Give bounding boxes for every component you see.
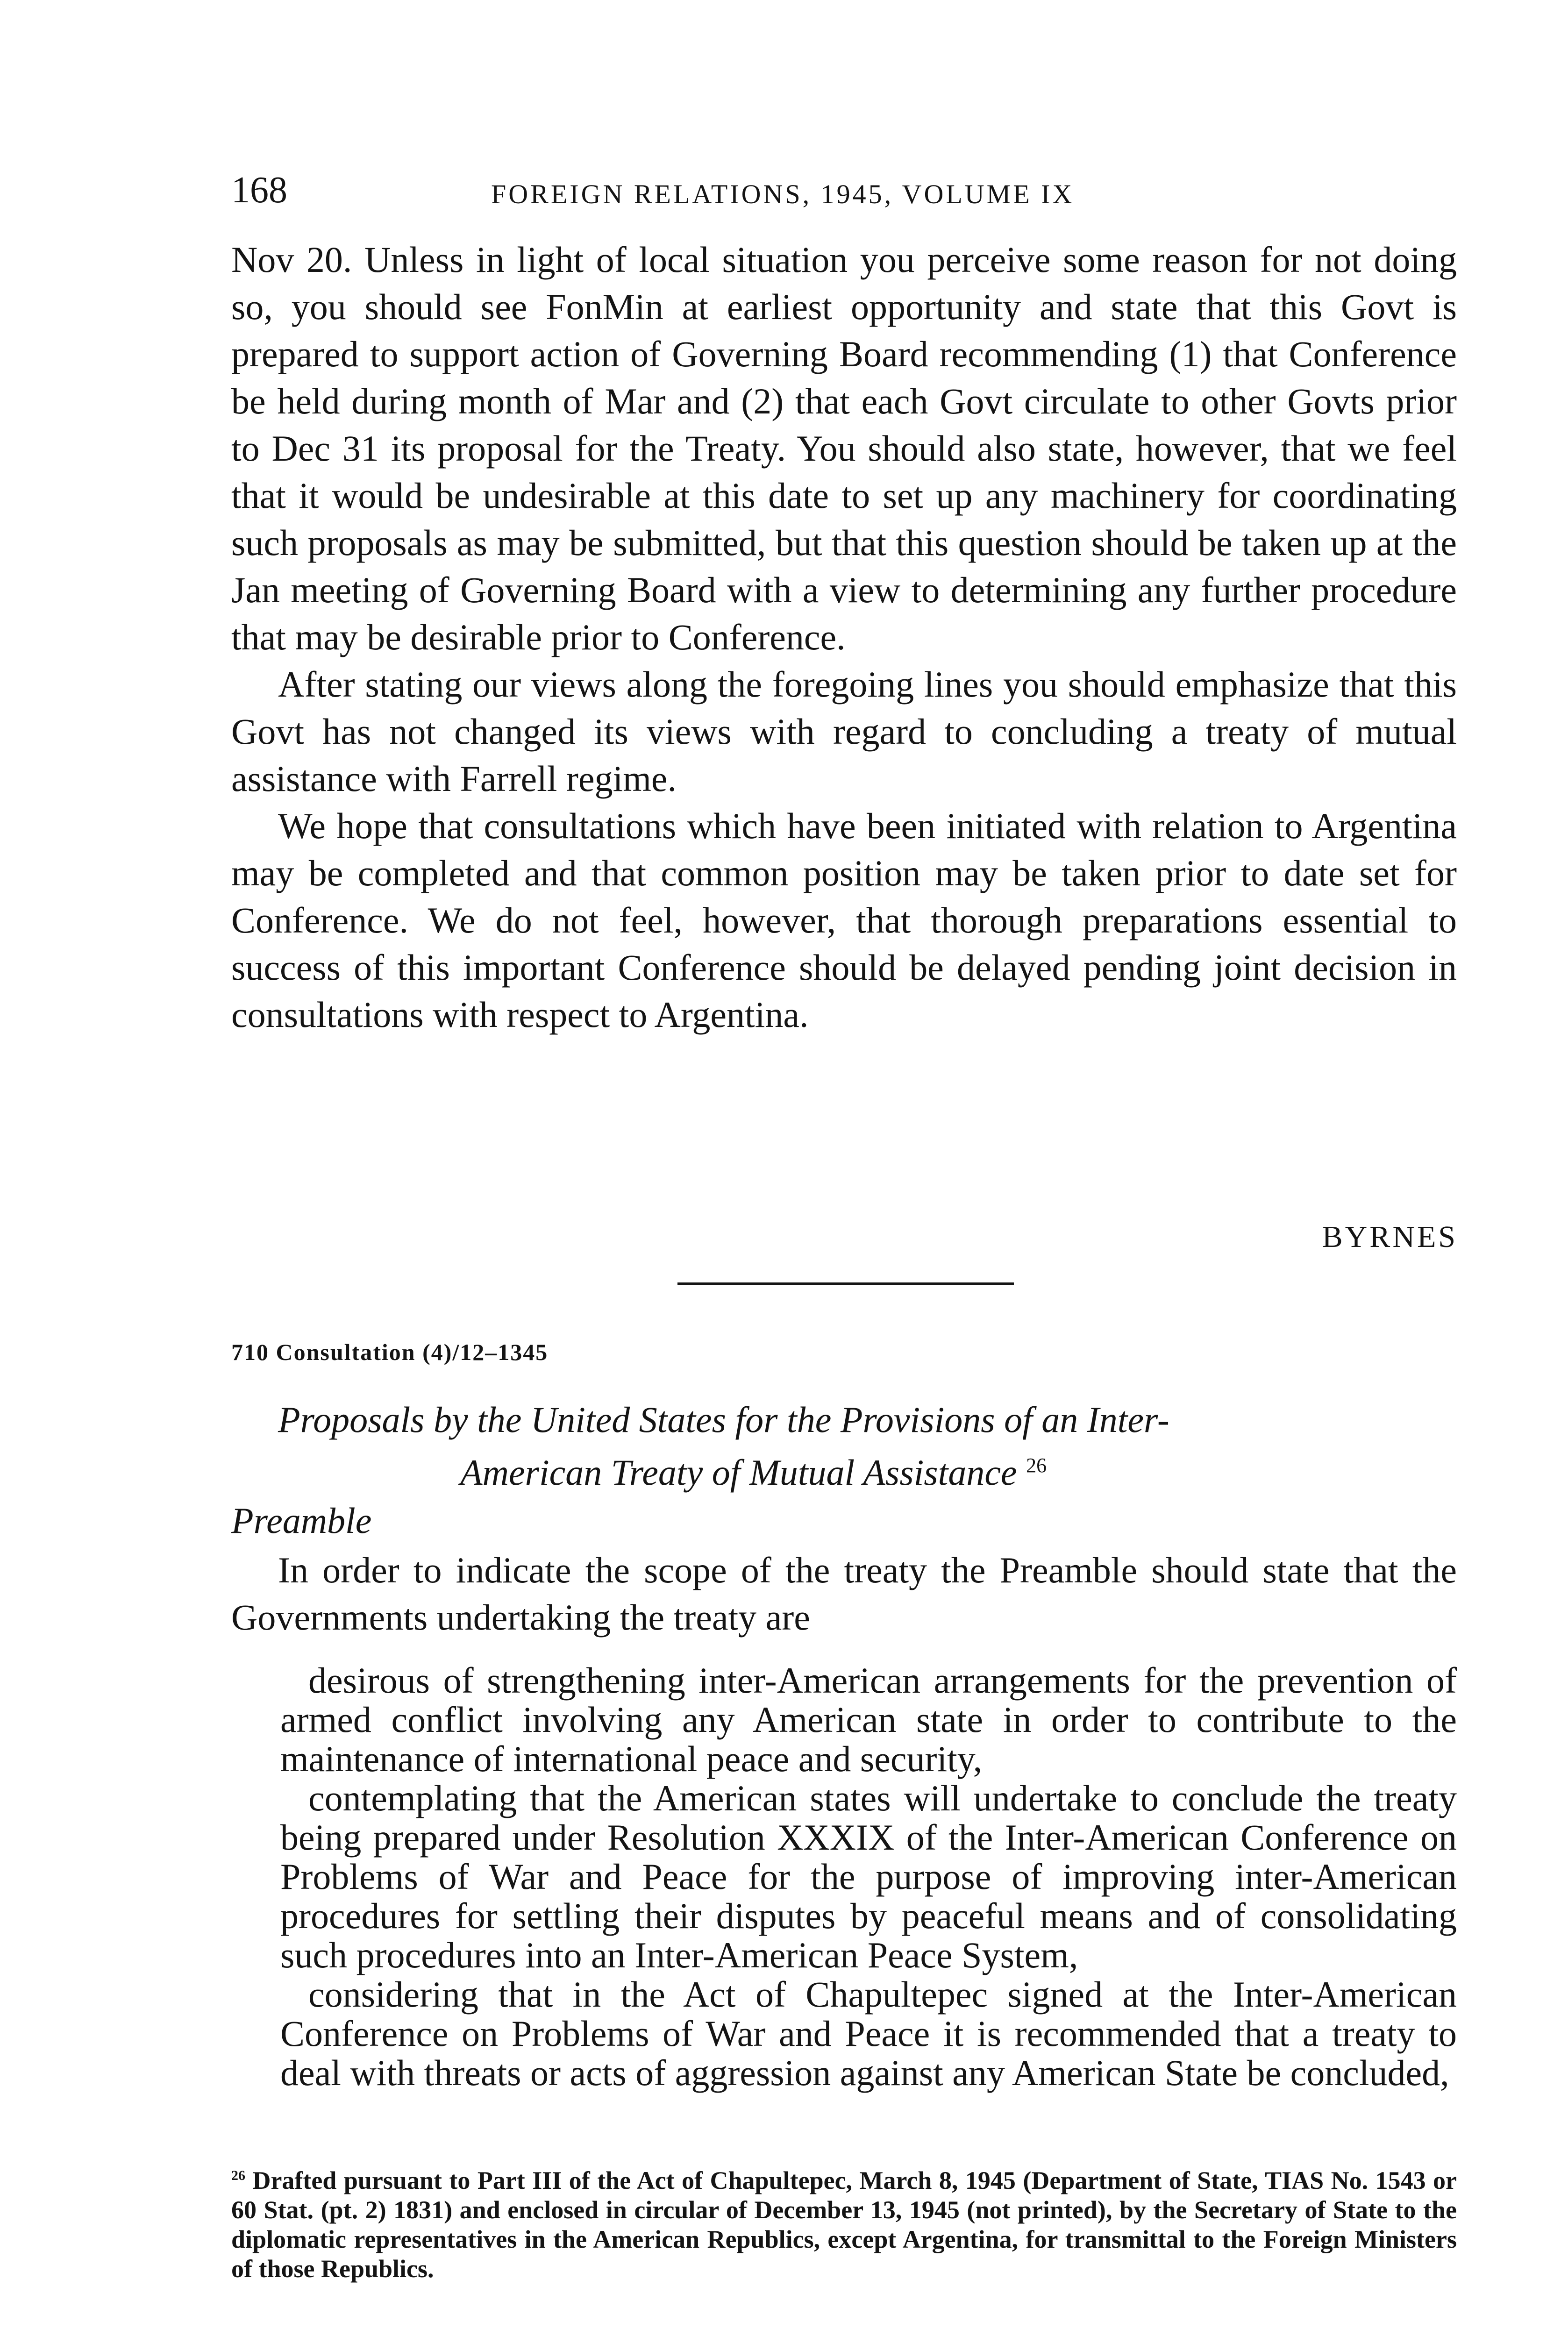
page-number: 168 — [231, 170, 287, 211]
preamble-heading: Preamble — [231, 1500, 372, 1541]
footnote — [231, 2161, 1457, 2284]
document-title — [231, 1397, 1457, 1496]
signature: BYRNES — [1322, 1220, 1458, 1254]
footnote-text: Drafted pursuant to Part III of the Act of Chapultepec, March 8, 1945 (Department of State, TIAS No. 1543 or 60 Stat. (pt. 2) 1831) and enclosed in circular of December 13, 1945 (not printed), by the Secretary of State to the diplomatic representatives in the American Republics, except Argentina, for transmittal to the Foreign Ministers of those Republics. — [231, 2166, 1457, 2283]
preamble-intro — [231, 1546, 1457, 1641]
page-header — [231, 169, 1483, 216]
title-line-2 — [231, 1443, 1457, 1496]
preamble-clause: contemplating that the American states will undertake to conclude the treaty being prepared under Resolution XXXIX of the Inter-American Conference on Problems of War and Peace for the purpose of improving inter-American procedures for settling their disputes by peaceful means and of consolidating such procedures into an Inter-American Peace System, — [280, 1778, 1457, 1975]
preamble-clause: considering that in the Act of Chapultepec signed at the Inter-American Conference on Problems of War and Peace it is recommended that a treaty to deal with threats or acts of aggression against any American State be concluded, — [280, 1974, 1457, 2093]
footnote-marker: 26 — [231, 2168, 245, 2183]
body-paragraph: Nov 20. Unless in light of local situation you perceive some reason for not doing so, you should see FonMin at earliest opportunity and state that this Govt is prepared to support action of Governing Board recommending (1) that Conference be held during month of Mar and (2) that each Govt circulate to other Govts prior to Dec 31 its proposal for the Treaty. You should also state, however, that we feel that it would be undesirable at this date to set up any machinery for coordinating such proposals as may be submitted, but that this question should be taken up at the Jan meeting of Governing Board with a view to determining any further procedure that may be desirable prior to Conference. — [231, 239, 1457, 657]
section-divider — [677, 1282, 1014, 1285]
telegram-body — [231, 236, 1457, 1038]
body-paragraph: After stating our views along the foregoing lines you should emphasize that this Govt has not changed its views with regard to concluding a treaty of mutual assistance with Farrell regime. — [231, 664, 1457, 799]
title-line-1: Proposals by the United States for the Provisions of an Inter- — [278, 1399, 1169, 1440]
body-paragraph: We hope that consultations which have been initiated with relation to Argentina may be completed and that common position may be taken prior to date set for Conference. We do not feel, however, that thorough preparations essential to success of this important Conference should be delayed pending joint decision in consultations with respect to Argentina. — [231, 805, 1457, 1035]
running-head: FOREIGN RELATIONS, 1945, VOLUME IX — [491, 179, 1075, 209]
title-footnote-marker: 26 — [1026, 1454, 1047, 1477]
file-reference: 710 Consultation (4)/12–1345 — [231, 1339, 549, 1365]
preamble-clause: desirous of strengthening inter-American arrangements for the prevention of armed conflict involving any American state in order to contribute to the maintenance of international peace and security, — [280, 1660, 1457, 1779]
preamble-clauses — [280, 1661, 1457, 2093]
intro-paragraph: In order to indicate the scope of the treaty the Preamble should state that the Governments undertaking the treaty are — [231, 1550, 1457, 1638]
title-line-2-text: American Treaty of Mutual Assistance — [460, 1452, 1017, 1493]
